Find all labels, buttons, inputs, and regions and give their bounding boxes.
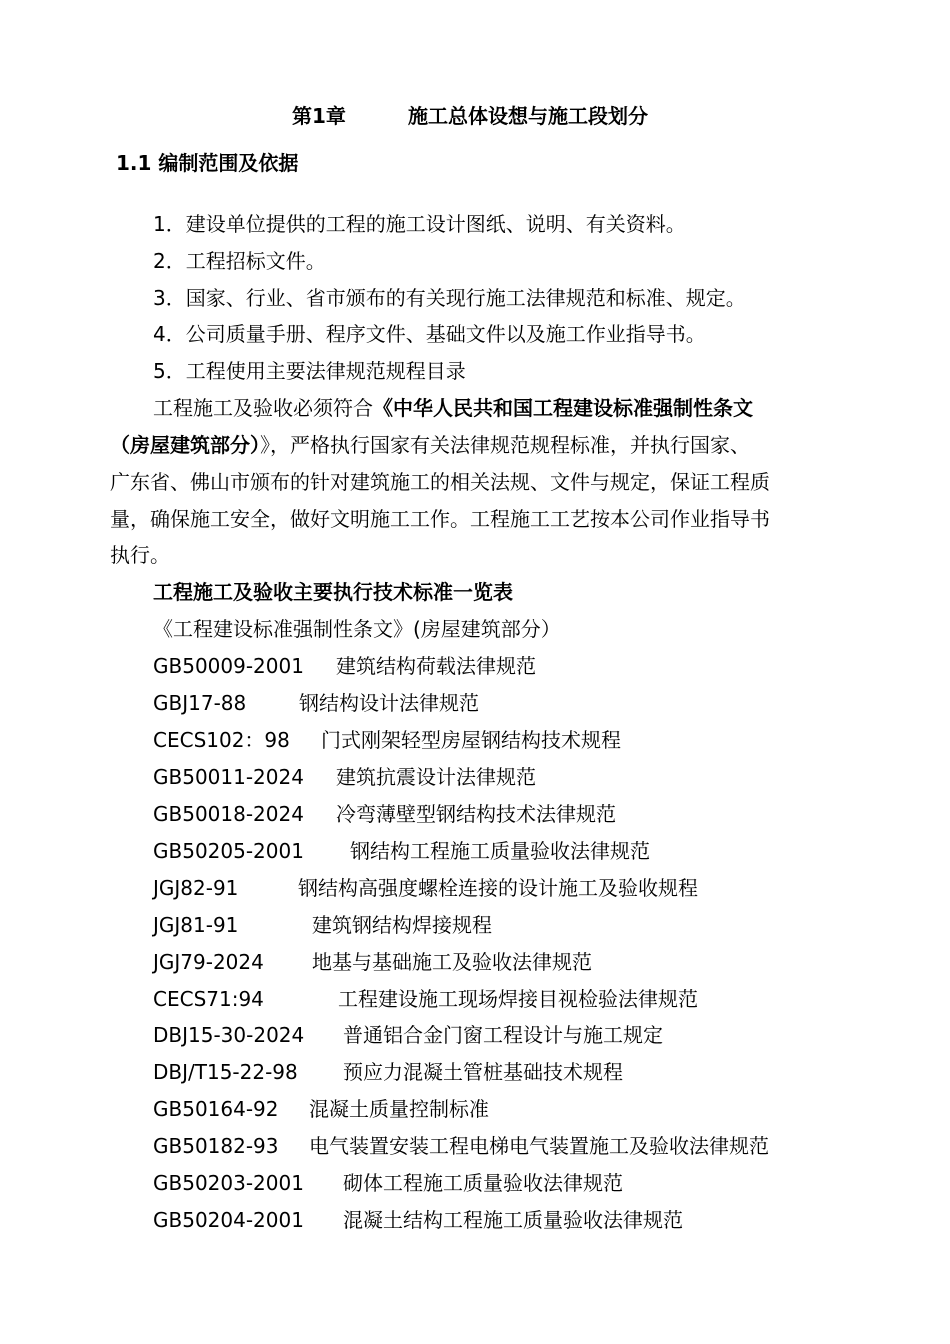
paragraph-bold-subtitle: （房屋建筑部分） — [110, 433, 260, 457]
standard-code: GB50182-93 — [153, 1134, 279, 1158]
standard-row — [153, 652, 536, 680]
standard-name: 钢结构设计法律规范 — [299, 691, 479, 715]
standard-code: CECS102：98 — [153, 728, 290, 752]
basis-item: 2．工程招标文件。 — [153, 249, 326, 273]
standard-name: 混凝土结构工程施工质量验收法律规范 — [343, 1208, 683, 1232]
standard-row — [153, 1021, 663, 1049]
paragraph-text: 》，严格执行国家有关法律规范规程标准，并执行国家、 — [260, 433, 750, 457]
standard-code: GB50205-2001 — [153, 839, 304, 863]
standard-name: 电气装置安装工程电梯电气装置施工及验收法律规范 — [309, 1134, 769, 1158]
standard-code: DBJ/T15-22-98 — [153, 1060, 298, 1084]
standard-name: 工程建设施工现场焊接目视检验法律规范 — [338, 987, 698, 1011]
standard-name: 预应力混凝土管桩基础技术规程 — [343, 1060, 623, 1084]
chapter-title: 施工总体设想与施工段划分 — [408, 104, 648, 128]
standard-name: 冷弯薄壁型钢结构技术法律规范 — [336, 802, 616, 826]
standard-code: GB50203-2001 — [153, 1171, 304, 1195]
standard-code: DBJ15-30-2024 — [153, 1023, 305, 1047]
standard-name: 建筑钢结构焊接规程 — [312, 913, 492, 937]
standard-name: 钢结构工程施工质量验收法律规范 — [350, 839, 650, 863]
paragraph-line — [153, 394, 753, 422]
standard-name: 建筑结构荷载法律规范 — [336, 654, 536, 678]
paragraph-line — [110, 431, 750, 459]
standard-code: JGJ79-2024 — [153, 950, 264, 974]
standard-name: 砌体工程施工质量验收法律规范 — [343, 1171, 623, 1195]
paragraph-lead: 工程施工及验收必须符合 — [153, 396, 373, 420]
standard-row — [153, 689, 479, 717]
chapter-number: 第1章 — [292, 104, 346, 128]
standard-name: 钢结构高强度螺栓连接的设计施工及验收规程 — [298, 876, 698, 900]
standard-row — [153, 948, 592, 976]
standard-code: GB50204-2001 — [153, 1208, 304, 1232]
chapter-heading — [292, 102, 648, 130]
basis-item: 4．公司质量手册、程序文件、基础文件以及施工作业指导书。 — [153, 322, 706, 346]
standard-code: GB50011-2024 — [153, 765, 304, 789]
standards-intro: 《工程建设标准强制性条文》(房屋建筑部分） — [153, 617, 561, 641]
paragraph-line: 量，确保施工安全，做好文明施工工作。工程施工工艺按本公司作业指导书 — [110, 507, 770, 531]
standard-row — [153, 1058, 623, 1086]
paragraph-line: 执行。 — [110, 543, 170, 567]
standard-row — [153, 911, 492, 939]
standard-name: 混凝土质量控制标准 — [309, 1097, 489, 1121]
section-heading: 1.1 编制范围及依据 — [116, 151, 299, 175]
standard-code: GB50009-2001 — [153, 654, 304, 678]
standard-code: JGJ81-91 — [153, 913, 239, 937]
standard-name: 建筑抗震设计法律规范 — [336, 765, 536, 789]
standard-name: 普通铝合金门窗工程设计与施工规定 — [343, 1023, 663, 1047]
basis-item: 5．工程使用主要法律规范规程目录 — [153, 359, 466, 383]
standard-row — [153, 1095, 489, 1123]
standard-row — [153, 837, 650, 865]
standard-row — [153, 985, 698, 1013]
paragraph-bold-title: 《中华人民共和国工程建设标准强制性条文 — [373, 396, 753, 420]
standard-row — [153, 1206, 683, 1234]
standard-row — [153, 800, 616, 828]
paragraph-line: 广东省、佛山市颁布的针对建筑施工的相关法规、文件与规定，保证工程质 — [110, 470, 770, 494]
basis-item: 1．建设单位提供的工程的施工设计图纸、说明、有关资料。 — [153, 212, 686, 236]
standard-row — [153, 1169, 623, 1197]
standard-row — [153, 726, 621, 754]
standard-name: 地基与基础施工及验收法律规范 — [312, 950, 592, 974]
standard-code: CECS71:94 — [153, 987, 264, 1011]
basis-item: 3．国家、行业、省市颁布的有关现行施工法律规范和标准、规定。 — [153, 286, 746, 310]
standard-row — [153, 1132, 769, 1160]
standard-row — [153, 874, 698, 902]
standard-code: GB50164-92 — [153, 1097, 279, 1121]
standards-heading: 工程施工及验收主要执行技术标准一览表 — [153, 580, 513, 604]
standard-code: GB50018-2024 — [153, 802, 304, 826]
standard-row — [153, 763, 536, 791]
standard-code: GBJ17-88 — [153, 691, 247, 715]
standard-code: JGJ82-91 — [153, 876, 239, 900]
standard-name: 门式刚架轻型房屋钢结构技术规程 — [321, 728, 621, 752]
